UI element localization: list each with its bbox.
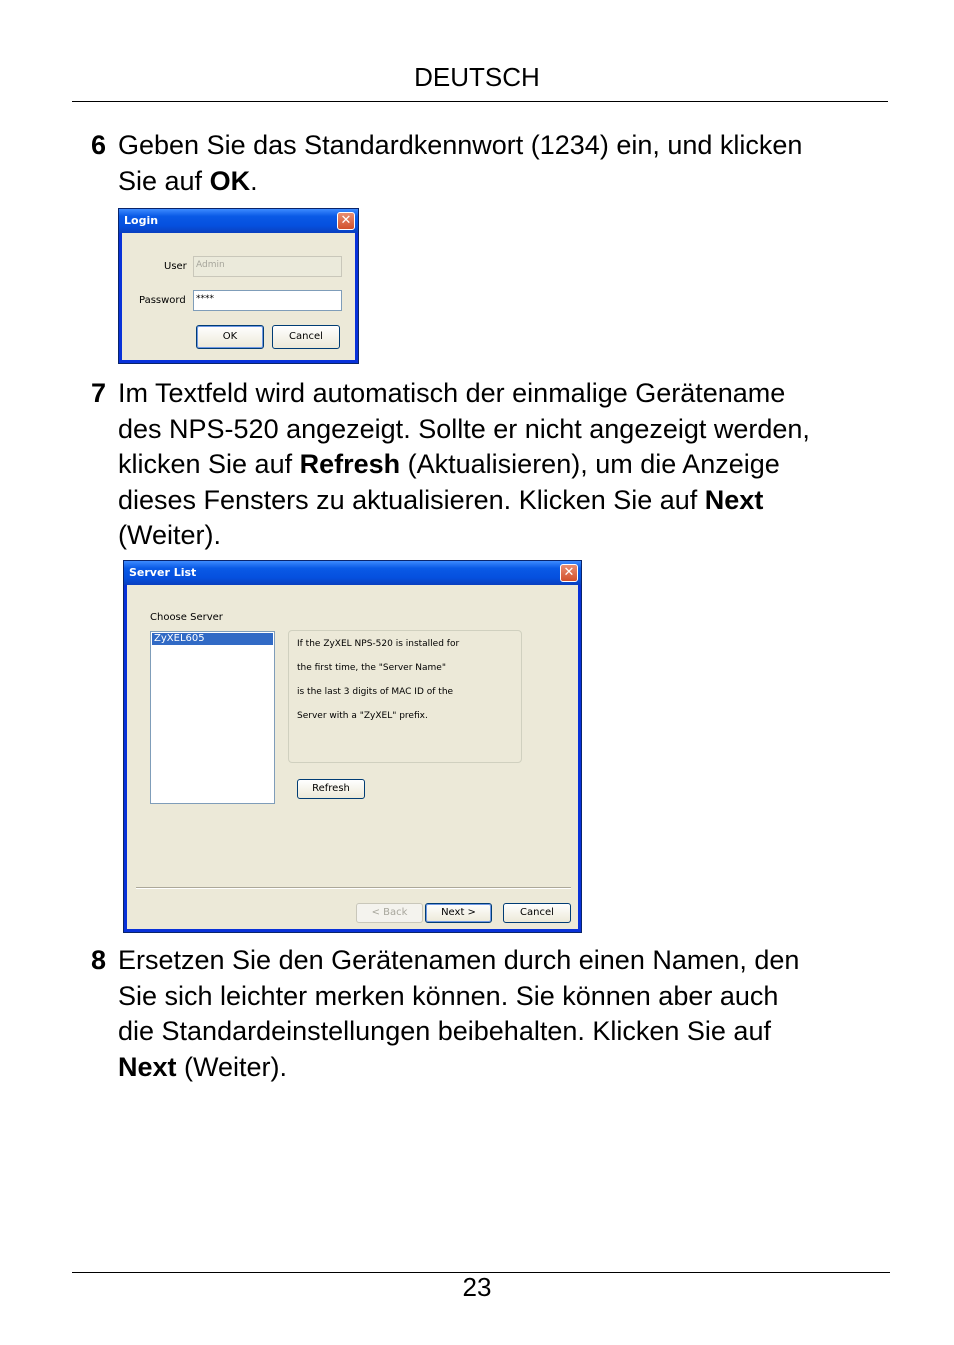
cancel-button[interactable]: Cancel — [272, 325, 340, 349]
login-dialog — [118, 208, 359, 364]
login-titlebar[interactable] — [119, 209, 358, 233]
page-header: DEUTSCH — [414, 62, 540, 92]
info-line: the first time, the "Server Name" — [297, 663, 446, 673]
info-line: is the last 3 digits of MAC ID of the — [297, 687, 454, 697]
user-field: Admin — [193, 256, 342, 277]
login-client-area — [122, 233, 355, 360]
step-number: 6 — [91, 130, 107, 160]
cancel-button[interactable]: Cancel — [503, 903, 571, 923]
step-line: Next (Weiter). — [118, 1051, 288, 1082]
password-field[interactable]: **** — [193, 290, 342, 311]
step-line: Im Textfeld wird automatisch der einmalige Gerätename — [118, 378, 786, 408]
close-icon[interactable]: ✕ — [560, 564, 578, 582]
step-text — [118, 128, 802, 199]
step-line: klicken Sie auf Refresh (Aktualisieren), um die Anzeige — [118, 449, 780, 479]
password-label: Password — [139, 295, 186, 306]
info-line: If the ZyXEL NPS-520 is installed for — [297, 639, 460, 649]
page-number: 23 — [462, 1272, 492, 1302]
info-groupbox — [288, 630, 522, 763]
list-item[interactable]: ZyXEL605 — [152, 633, 273, 645]
step-number: 7 — [91, 378, 107, 408]
info-line: Server with a "ZyXEL" prefix. — [297, 711, 428, 721]
ok-button[interactable]: OK — [196, 325, 264, 349]
login-title: Login — [124, 214, 159, 227]
server-listbox[interactable] — [150, 631, 275, 804]
server-list-client-area — [127, 585, 578, 929]
header-rule — [72, 101, 888, 102]
step-line: (Weiter). — [118, 520, 222, 550]
step-line: dieses Fensters zu aktualisieren. Klicken Sie auf Next — [118, 484, 764, 515]
step-line: Sie auf OK. — [118, 165, 258, 196]
step-number: 8 — [91, 945, 107, 975]
server-list-dialog — [123, 560, 582, 933]
step-line: die Standardeinstellungen beibehalten. Klicken Sie auf — [118, 1016, 771, 1046]
server-list-title: Server List — [129, 566, 197, 579]
step-text — [118, 376, 810, 554]
back-button[interactable]: < Back — [356, 903, 423, 923]
step-line: Sie sich leichter merken können. Sie können aber auch — [118, 980, 779, 1011]
close-icon[interactable]: ✕ — [337, 212, 355, 230]
server-list-titlebar[interactable] — [124, 561, 581, 585]
refresh-button[interactable]: Refresh — [297, 779, 365, 799]
step-line: Geben Sie das Standardkennwort (1234) ein, und klicken — [118, 130, 803, 160]
step-text — [118, 943, 799, 1085]
dialog-separator — [136, 887, 571, 889]
choose-server-label: Choose Server — [150, 612, 223, 623]
user-label: User — [164, 261, 187, 272]
step-line: des NPS-520 angezeigt. Sollte er nicht angezeigt werden, — [118, 413, 810, 444]
next-button[interactable]: Next > — [425, 903, 492, 923]
step-line: Ersetzen Sie den Gerätenamen durch einen Namen, den — [118, 945, 800, 975]
